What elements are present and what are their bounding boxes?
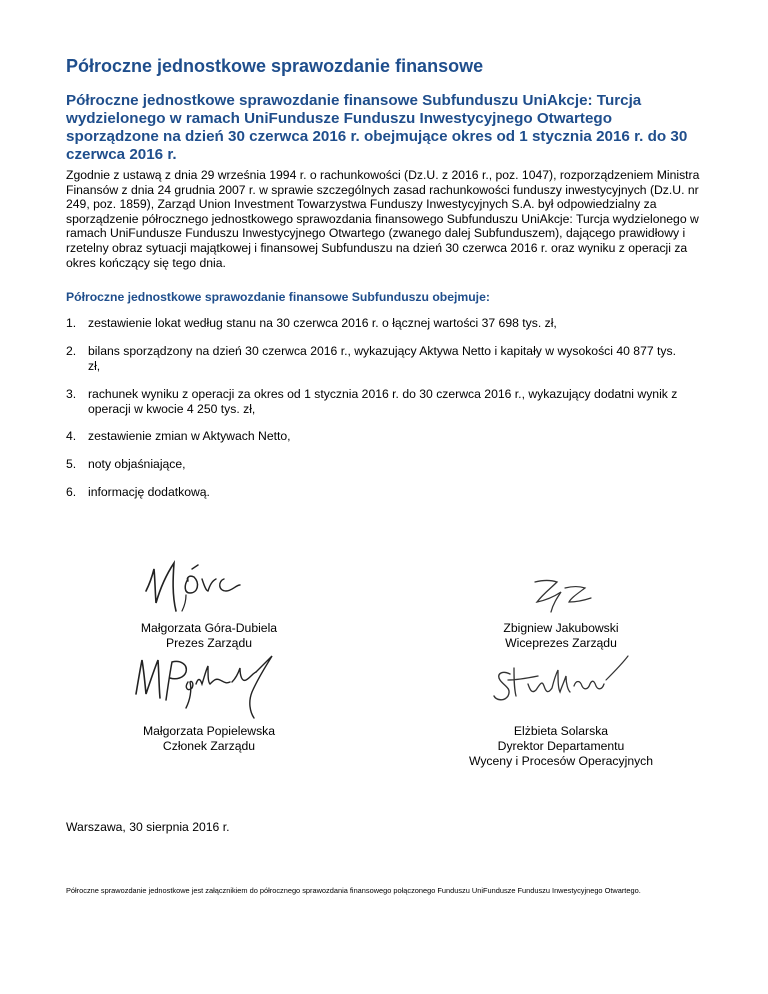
footnote: Półroczne sprawozdanie jednostkowe jest załącznikiem do półrocznego sprawozdania finansowego połączonego Funduszu UniFundusze Funduszu Inwestycyjnego Otwartego.	[66, 886, 641, 895]
signatory-block	[104, 621, 314, 651]
report-subtitle: Półroczne jednostkowe sprawozdanie finansowe Subfunduszu UniAkcje: Turcja wydzielonego w ramach UniFundusze Funduszu Inwestycyjnego Otwartego sporządzone na dzień 30 czerwca 2016 r. obejmujące okres od 1 stycznia 2016 r. do 30 czerwca 2016 r.	[66, 92, 688, 163]
list-item-number: 4.	[66, 429, 77, 443]
signatory-name: Zbigniew Jakubowski	[503, 621, 619, 635]
list-item-text: bilans sporządzony na dzień 30 czerwca 2016 r., wykazujący Aktywa Netto i kapitały w wysokości 40 877 tys. zł,	[88, 344, 676, 373]
signature-jakubowski-image	[525, 572, 605, 614]
list-item-number: 5.	[66, 457, 77, 471]
signatory-name: Małgorzata Popielewska	[142, 724, 276, 738]
signatory-role: Wiceprezes Zarządu	[505, 636, 617, 650]
signatory-block	[436, 724, 686, 769]
signatory-role: Prezes Zarządu	[165, 636, 253, 650]
signature-solarska-image	[488, 650, 633, 708]
signature-gora-dubiela-image	[140, 555, 280, 617]
contents-heading: Półroczne jednostkowe sprawozdanie finansowe Subfunduszu obejmuje:	[66, 290, 490, 304]
signatory-role-line2: Wyceny i Procesów Operacyjnych	[468, 754, 654, 768]
signatory-name: Elżbieta Solarska	[513, 724, 609, 738]
list-item-text: zestawienie lokat według stanu na 30 czerwca 2016 r. o łącznej wartości 37 698 tys. zł,	[88, 316, 557, 330]
list-item-text: zestawienie zmian w Aktywach Netto,	[88, 429, 291, 443]
intro-paragraph: Zgodnie z ustawą z dnia 29 września 1994 r. o rachunkowości (Dz.U. z 2016 r., poz. 1047), rozporządzeniem Ministra Finansów z dnia 24 grudnia 2007 r. w sprawie szczególnych zasad rachunkowości funduszy inwestycyjnych (Dz.U. nr 249, poz. 1859), Zarząd Union Investment Towarzystwa Funduszy Inwestycyjnych S.A. był odpowiedzialny za sporządzenie półrocznego jednostkowego sprawozdania finansowego Subfunduszu UniAkcje: Turcja wydzielonego w ramach UniFundusze Funduszu Inwestycyjnego Otwartego (zwanego dalej Subfunduszem), dającego prawidłowy i rzetelny obraz sytuacji majątkowej i finansowej Subfunduszu na dzień 30 czerwca 2016 r. oraz wyniku z operacji za okres kończący się tego dnia.	[66, 168, 700, 270]
signatory-name: Małgorzata Góra-Dubiela	[140, 621, 278, 635]
list-item-number: 3.	[66, 387, 77, 401]
list-item-number: 2.	[66, 344, 77, 358]
list-item-number: 6.	[66, 485, 77, 499]
place-date: Warszawa, 30 sierpnia 2016 r.	[66, 820, 230, 834]
signatory-block	[456, 621, 666, 651]
list-item-number: 1.	[66, 316, 77, 330]
page-title: Półroczne jednostkowe sprawozdanie finansowe	[66, 56, 484, 76]
list-item-text: noty objaśniające,	[88, 457, 186, 471]
signature-popielewska-image	[132, 648, 282, 724]
list-item-text: informację dodatkową.	[88, 485, 210, 499]
list-item-text: rachunek wyniku z operacji za okres od 1 stycznia 2016 r. do 30 czerwca 2016 r., wykazujący dodatni wynik z operacji w kwocie 4 250 tys. zł,	[88, 387, 678, 416]
signatory-block	[104, 724, 314, 754]
signatory-role: Dyrektor Departamentu	[497, 739, 625, 753]
signatory-role: Członek Zarządu	[162, 739, 256, 753]
